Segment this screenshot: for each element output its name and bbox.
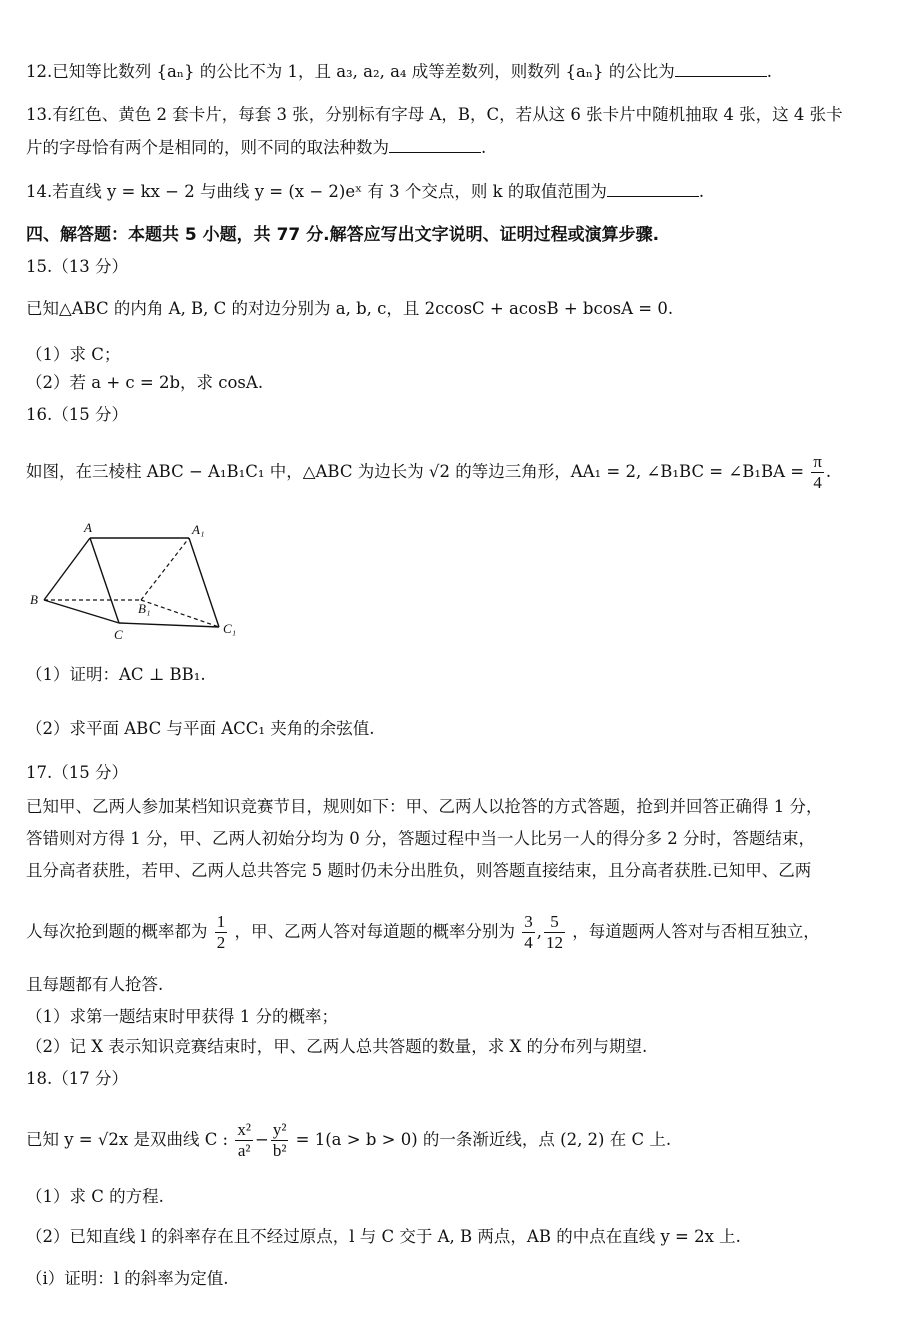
- question-14-text: 14.若直线 y = kx − 2 与曲线 y = (x − 2)eˣ 有 3 个交点，则 k 的取值范围为: [26, 182, 607, 201]
- answer-blank-12: [675, 60, 767, 77]
- q16-head: 16.（15 分）: [26, 405, 128, 424]
- fraction-numerator: x²: [237, 1120, 251, 1139]
- answer-blank-14: [607, 180, 699, 197]
- fraction-denominator: 4: [524, 933, 533, 952]
- q18-stem: [26, 1120, 671, 1161]
- label-A1: A₁: [192, 522, 205, 537]
- end-dot: .: [766, 62, 772, 81]
- q17-part-2: （2）记 X 表示知识竞赛结束时，甲、乙两人总共答题的数量，求 X 的分布列与期望.: [26, 1037, 648, 1056]
- q18-part-2i: （i）证明：l 的斜率为定值.: [26, 1269, 229, 1288]
- q17-line-2: 答错则对方得 1 分，甲、乙两人初始分均为 0 分，答题过程中当一人比另一人的得分多 2 分时，答题结束，: [26, 829, 815, 848]
- prism-figure: [26, 520, 256, 650]
- section-header: 四、解答题：本题共 5 小题，共 77 分.解答应写出文字说明、证明过程或演算步骤.: [26, 225, 660, 245]
- q15-head: 15.（13 分）: [26, 257, 128, 276]
- fraction-numerator: y²: [272, 1120, 287, 1139]
- label-A: A: [84, 520, 92, 535]
- q17-line-4-middle: ，甲、乙两人答对每道题的概率分别为: [234, 922, 515, 941]
- fraction-denominator: 12: [546, 933, 563, 952]
- label-C: C: [114, 627, 123, 642]
- q17-line-5: 且每题都有人抢答.: [26, 975, 164, 994]
- q18-part-1: （1）求 C 的方程.: [26, 1187, 164, 1206]
- half-fraction: [215, 912, 228, 953]
- q17-part-1: （1）求第一题结束时甲获得 1 分的概率；: [26, 1007, 338, 1026]
- q18-stem-start: 已知 y = √2x 是双曲线 C :: [26, 1130, 229, 1149]
- q18-head: 18.（17 分）: [26, 1069, 128, 1088]
- five-twelfths-fraction: [544, 912, 565, 953]
- pi-over-4-fraction: [811, 452, 824, 493]
- question-12: [26, 60, 772, 83]
- label-B: B: [30, 592, 38, 607]
- question-13-line-2: [26, 136, 486, 159]
- end-dot: .: [698, 182, 705, 201]
- q18-part-2: （2）已知直线 l 的斜率存在且不经过原点，l 与 C 交于 A, B 两点，AB 的中点在直线 y = 2x 上.: [26, 1227, 741, 1246]
- question-14: [26, 180, 704, 203]
- label-C1: C₁: [223, 621, 237, 636]
- fraction-denominator: a²: [237, 1141, 251, 1160]
- q18-stem-end: = 1(a > b > 0) 的一条渐近线，点 (2, 2) 在 C 上.: [295, 1130, 672, 1149]
- end-dot: .: [481, 138, 487, 157]
- fraction-denominator: b²: [272, 1141, 287, 1160]
- q17-line-4-start: 人每次抢到题的概率都为: [26, 922, 208, 941]
- q15-part-1: （1）求 C；: [26, 345, 121, 364]
- fraction-numerator: π: [813, 452, 822, 471]
- minus-sign: −: [254, 1130, 269, 1149]
- comma: ,: [536, 922, 542, 941]
- q17-line-3: 且分高者获胜，若甲、乙两人总共答完 5 题时仍未分出胜负，则答题直接结束，且分高者获胜.已知甲、乙两: [26, 861, 812, 880]
- fraction-denominator: 2: [216, 933, 226, 952]
- q16-stem: [26, 452, 831, 493]
- q17-head: 17.（15 分）: [26, 763, 128, 782]
- question-13-text: 片的字母恰有两个是相同的，则不同的取法种数为: [26, 138, 389, 157]
- fraction-numerator: 1: [216, 912, 226, 931]
- q17-line-4-end: ，每道题两人答对与否相互独立，: [572, 922, 820, 941]
- q17-line-1: 已知甲、乙两人参加某档知识竞赛节目，规则如下：甲、乙两人以抢答的方式答题，抢到并回答正确得 1 分，: [26, 797, 823, 816]
- question-12-text: 12.已知等比数列 {aₙ} 的公比不为 1，且 a₃, a₂, a₄ 成等差数列，则数列 {aₙ} 的公比为: [26, 62, 675, 81]
- answer-blank-13: [389, 136, 481, 153]
- q16-stem-text: 如图，在三棱柱 ABC − A₁B₁C₁ 中，△ABC 为边长为 √2 的等边三角形，AA₁ = 2, ∠B₁BC = ∠B₁BA =: [26, 462, 805, 481]
- end-dot: .: [825, 462, 832, 481]
- question-13-line-1: 13.有红色、黄色 2 套卡片，每套 3 张，分别标有字母 A，B，C，若从这 6 张卡片中随机抽取 4 张，这 4 张卡: [26, 105, 843, 124]
- q17-line-4: [26, 912, 820, 953]
- x2-over-a2-fraction: [235, 1120, 253, 1161]
- fraction-denominator: 4: [813, 473, 822, 492]
- q15-part-2: （2）若 a + c = 2b，求 cosA.: [26, 373, 264, 392]
- q16-part-1: （1）证明：AC ⊥ BB₁.: [26, 665, 206, 684]
- fraction-numerator: 3: [524, 912, 533, 931]
- label-B1: B₁: [138, 601, 151, 616]
- y2-over-b2-fraction: [271, 1120, 289, 1161]
- q15-stem: 已知△ABC 的内角 A, B, C 的对边分别为 a, b, c，且 2ccosC + acosB + bcosA = 0.: [26, 299, 674, 318]
- three-quarters-fraction: [522, 912, 535, 953]
- fraction-numerator: 5: [544, 912, 565, 933]
- q16-part-2: （2）求平面 ABC 与平面 ACC₁ 夹角的余弦值.: [26, 719, 375, 738]
